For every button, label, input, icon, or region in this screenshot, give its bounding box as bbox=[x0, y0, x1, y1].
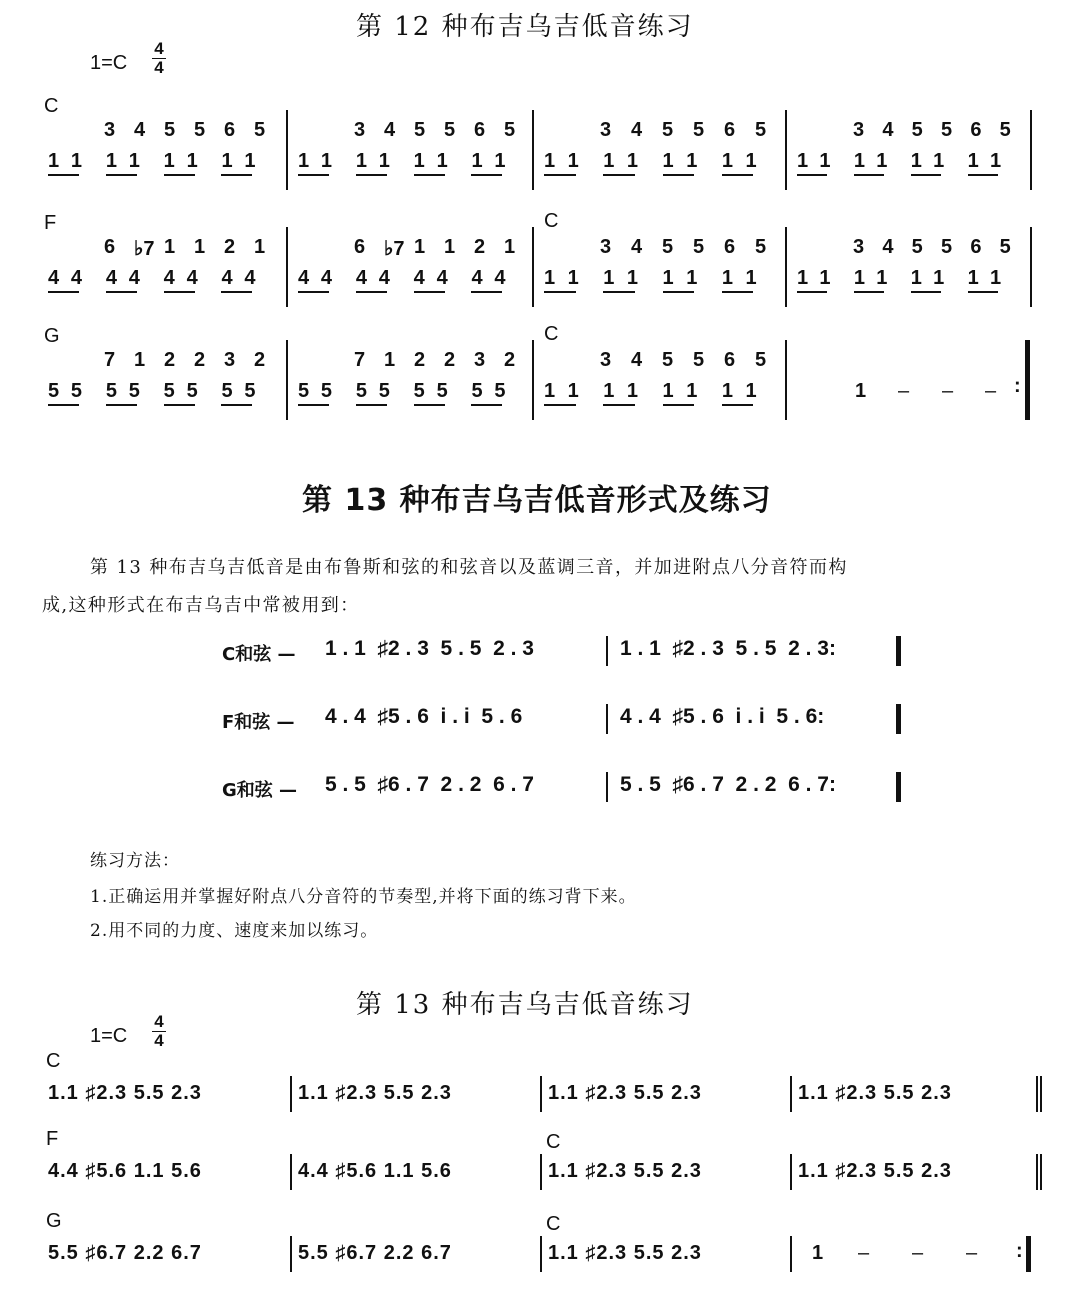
chord-label: G bbox=[46, 1210, 62, 1232]
melody-note: 2 bbox=[224, 236, 236, 258]
bass-note: 1 bbox=[603, 380, 615, 402]
hold-dash: – bbox=[858, 1242, 870, 1264]
melody-note: 3 bbox=[104, 119, 116, 141]
barline bbox=[286, 110, 288, 190]
beam-underline bbox=[968, 291, 998, 293]
bass-note: 1 bbox=[494, 150, 506, 172]
bass-note: 1 bbox=[745, 380, 757, 402]
method-title: 练习方法： bbox=[90, 851, 180, 871]
beam-underline bbox=[414, 291, 445, 293]
bass-note: 1 bbox=[355, 150, 367, 172]
melody-note: 3 bbox=[354, 119, 366, 141]
bass-note: 1 bbox=[990, 150, 1002, 172]
final-barline bbox=[896, 636, 901, 666]
bass-note: 5 bbox=[471, 380, 483, 402]
bass-note: 4 bbox=[244, 267, 256, 289]
beam-underline bbox=[722, 404, 754, 406]
bass-note: 1 bbox=[471, 150, 483, 172]
barline bbox=[606, 772, 608, 802]
final-note: 1 bbox=[812, 1242, 824, 1264]
barline bbox=[290, 1154, 292, 1190]
beam-underline bbox=[106, 174, 137, 176]
melody-note: 2 bbox=[444, 349, 456, 371]
beam-underline bbox=[911, 291, 941, 293]
final-barline bbox=[1025, 340, 1030, 420]
melody-note: 6 bbox=[224, 119, 236, 141]
bass-note: 1 bbox=[910, 267, 922, 289]
bass-note: 1 bbox=[544, 150, 556, 172]
chord-pattern-measure-2: 4 . 4 ♯5 . 6 i . i 5 . 6: bbox=[620, 705, 825, 728]
beam-underline bbox=[854, 174, 884, 176]
bass-note: 5 bbox=[221, 380, 233, 402]
bass-note: 1 bbox=[662, 150, 674, 172]
barline bbox=[1040, 1154, 1042, 1190]
barline bbox=[540, 1236, 542, 1272]
melody-note: 3 bbox=[853, 119, 865, 141]
bass-note: 5 bbox=[355, 380, 367, 402]
bass-note: 4 bbox=[413, 267, 425, 289]
section-12-title: 第 12 种布吉乌吉低音练习 bbox=[356, 12, 694, 42]
beam-underline bbox=[221, 291, 252, 293]
beam-underline bbox=[544, 291, 576, 293]
bass-note: 5 bbox=[436, 380, 448, 402]
beam-underline bbox=[663, 174, 695, 176]
beam-underline bbox=[544, 174, 576, 176]
barline bbox=[1040, 1076, 1042, 1112]
melody-note: 5 bbox=[662, 236, 674, 258]
melody-note: 2 bbox=[414, 349, 426, 371]
barline bbox=[532, 110, 534, 190]
beam-underline bbox=[48, 404, 79, 406]
bass-note: 5 bbox=[105, 380, 117, 402]
hold-dash: – bbox=[985, 380, 997, 402]
hold-dash: – bbox=[942, 380, 954, 402]
melody-note: 6 bbox=[354, 236, 366, 258]
melody-note: 6 bbox=[724, 236, 736, 258]
bass-note: 1 bbox=[819, 150, 831, 172]
section-13-practice-title: 第 13 种布吉乌吉低音练习 bbox=[356, 990, 694, 1020]
bass-measure: 1.1 ♯2.3 5.5 2.3 bbox=[298, 1082, 452, 1104]
bass-measure: 1.1 ♯2.3 5.5 2.3 bbox=[548, 1242, 702, 1264]
bass-measure: 1.1 ♯2.3 5.5 2.3 bbox=[548, 1160, 702, 1182]
melody-note: 6 bbox=[104, 236, 116, 258]
bass-note: 5 bbox=[378, 380, 390, 402]
chord-label: F bbox=[46, 1128, 59, 1150]
melody-note: 5 bbox=[662, 119, 674, 141]
final-barline bbox=[1026, 1236, 1031, 1272]
hold-dash: – bbox=[912, 1242, 924, 1264]
beam-underline bbox=[356, 174, 387, 176]
final-note: 1 bbox=[855, 380, 867, 402]
melody-note: 6 bbox=[724, 349, 736, 371]
bass-note: 1 bbox=[967, 267, 979, 289]
beam-underline bbox=[164, 404, 195, 406]
melody-note: ♭7 bbox=[134, 238, 155, 260]
melody-note: 1 bbox=[194, 236, 206, 258]
bass-note: 1 bbox=[70, 150, 83, 172]
bass-note: 5 bbox=[70, 380, 83, 402]
melody-note: 5 bbox=[755, 119, 767, 141]
barline bbox=[1030, 227, 1032, 307]
bass-measure: 1.1 ♯2.3 5.5 2.3 bbox=[798, 1160, 952, 1182]
bass-note: 4 bbox=[320, 267, 333, 289]
bass-note: 1 bbox=[105, 150, 117, 172]
chord-pattern-label: C和弦 — bbox=[222, 644, 296, 665]
barline bbox=[785, 227, 787, 307]
melody-note: 5 bbox=[194, 119, 206, 141]
melody-note: 6 bbox=[474, 119, 486, 141]
melody-note: ♭7 bbox=[384, 238, 405, 260]
barline bbox=[1036, 1154, 1038, 1190]
beam-underline bbox=[106, 291, 137, 293]
bass-note: 1 bbox=[298, 150, 310, 172]
bass-note: 1 bbox=[567, 150, 579, 172]
melody-note: 7 bbox=[104, 349, 116, 371]
section-13-heading: 第 13 种布吉乌吉低音形式及练习 bbox=[302, 483, 772, 518]
repeat-dots: : bbox=[1014, 375, 1021, 397]
beam-underline bbox=[164, 291, 195, 293]
melody-note: 6 bbox=[724, 119, 736, 141]
bass-note: 1 bbox=[567, 267, 579, 289]
method-item-1: 1.正确运用并掌握好附点八分音符的节奏型,并将下面的练习背下来。 bbox=[90, 887, 637, 907]
final-barline bbox=[896, 772, 901, 802]
bass-note: 1 bbox=[721, 267, 733, 289]
bass-note: 1 bbox=[603, 150, 615, 172]
bass-measure: 4.4 ♯5.6 1.1 5.6 bbox=[298, 1160, 452, 1182]
melody-note: 2 bbox=[194, 349, 206, 371]
bass-note: 1 bbox=[544, 380, 556, 402]
beam-underline bbox=[221, 174, 252, 176]
bass-note: 1 bbox=[686, 150, 698, 172]
bass-note: 5 bbox=[186, 380, 198, 402]
melody-note: 5 bbox=[755, 349, 767, 371]
hold-dash: – bbox=[966, 1242, 978, 1264]
melody-note: 1 bbox=[164, 236, 176, 258]
bass-note: 1 bbox=[686, 380, 698, 402]
melody-note: 3 bbox=[853, 236, 865, 258]
beam-underline bbox=[603, 174, 635, 176]
beam-underline bbox=[471, 291, 502, 293]
time-signature bbox=[152, 40, 166, 77]
bass-note: 4 bbox=[355, 267, 367, 289]
chord-label-second: C bbox=[544, 323, 559, 345]
melody-note: 4 bbox=[631, 236, 643, 258]
melody-note: 5 bbox=[911, 236, 923, 258]
beam-underline bbox=[603, 291, 635, 293]
beam-underline bbox=[663, 291, 695, 293]
bass-note: 1 bbox=[853, 267, 865, 289]
bass-note: 5 bbox=[128, 380, 140, 402]
melody-note: 2 bbox=[164, 349, 176, 371]
beam-underline bbox=[298, 291, 329, 293]
beam-underline bbox=[106, 404, 137, 406]
melody-note: 4 bbox=[882, 119, 894, 141]
bass-note: 5 bbox=[298, 380, 310, 402]
beam-underline bbox=[471, 404, 502, 406]
bass-note: 5 bbox=[320, 380, 333, 402]
melody-note: 1 bbox=[384, 349, 396, 371]
beam-underline bbox=[48, 291, 79, 293]
melody-note: 6 bbox=[970, 236, 982, 258]
melody-note: 4 bbox=[631, 119, 643, 141]
bass-note: 1 bbox=[320, 150, 333, 172]
barline bbox=[290, 1076, 292, 1112]
melody-note: 5 bbox=[941, 119, 953, 141]
barline bbox=[290, 1236, 292, 1272]
bass-note: 1 bbox=[797, 267, 809, 289]
bass-measure: 4.4 ♯5.6 1.1 5.6 bbox=[48, 1160, 202, 1182]
barline bbox=[1030, 110, 1032, 190]
melody-note: 2 bbox=[254, 349, 266, 371]
melody-note: 5 bbox=[254, 119, 266, 141]
bass-measure: 5.5 ♯6.7 2.2 6.7 bbox=[48, 1242, 202, 1264]
bass-note: 1 bbox=[48, 150, 60, 172]
bass-note: 1 bbox=[626, 267, 639, 289]
bass-measure: 5.5 ♯6.7 2.2 6.7 bbox=[298, 1242, 452, 1264]
bass-measure: 1.1 ♯2.3 5.5 2.3 bbox=[48, 1082, 202, 1104]
barline bbox=[785, 110, 787, 190]
bass-note: 1 bbox=[244, 150, 256, 172]
bass-note: 4 bbox=[494, 267, 506, 289]
chord-label: C bbox=[44, 95, 59, 117]
beam-underline bbox=[298, 174, 329, 176]
bass-measure: 1.1 ♯2.3 5.5 2.3 bbox=[798, 1082, 952, 1104]
bass-note: 1 bbox=[163, 150, 175, 172]
bass-note: 1 bbox=[378, 150, 390, 172]
beam-underline bbox=[911, 174, 941, 176]
melody-note: 3 bbox=[600, 349, 612, 371]
chord-pattern-measure-2: 5 . 5 ♯6 . 7 2 . 2 6 . 7: bbox=[620, 773, 836, 796]
intro-paragraph bbox=[42, 549, 1050, 625]
barline bbox=[532, 227, 534, 307]
bass-note: 1 bbox=[413, 150, 425, 172]
bass-note: 4 bbox=[471, 267, 483, 289]
bass-note: 4 bbox=[221, 267, 233, 289]
chord-label: G bbox=[44, 325, 60, 347]
time-bottom: 4 bbox=[152, 58, 166, 77]
beam-underline bbox=[356, 291, 387, 293]
repeat-dots: : bbox=[1016, 1240, 1023, 1262]
barline bbox=[286, 227, 288, 307]
bass-note: 1 bbox=[745, 150, 757, 172]
bass-note: 1 bbox=[626, 150, 639, 172]
time-top: 4 bbox=[154, 39, 164, 58]
practice-key-signature: 1=C bbox=[90, 1025, 128, 1047]
chord-label-second: C bbox=[546, 1131, 561, 1153]
bass-note: 1 bbox=[797, 150, 809, 172]
beam-underline bbox=[414, 174, 445, 176]
bass-note: 4 bbox=[128, 267, 140, 289]
beam-underline bbox=[544, 404, 576, 406]
bass-note: 1 bbox=[221, 150, 233, 172]
melody-note: 1 bbox=[504, 236, 516, 258]
melody-note: 5 bbox=[999, 236, 1011, 258]
melody-note: 5 bbox=[911, 119, 923, 141]
barline bbox=[532, 340, 534, 420]
barline bbox=[790, 1236, 792, 1272]
bass-note: 4 bbox=[48, 267, 60, 289]
chord-pattern-measure-1: 1 . 1 ♯2 . 3 5 . 5 2 . 3 bbox=[325, 637, 534, 660]
beam-underline bbox=[722, 291, 754, 293]
bass-note: 1 bbox=[128, 150, 140, 172]
beam-underline bbox=[797, 291, 827, 293]
bass-note: 1 bbox=[990, 267, 1002, 289]
bass-note: 1 bbox=[544, 267, 556, 289]
bass-note: 1 bbox=[662, 267, 674, 289]
chord-label: C bbox=[46, 1050, 61, 1072]
barline bbox=[1036, 1076, 1038, 1112]
beam-underline bbox=[164, 174, 195, 176]
melody-note: 3 bbox=[600, 236, 612, 258]
beam-underline bbox=[221, 404, 252, 406]
bass-note: 4 bbox=[436, 267, 448, 289]
practice-time-signature bbox=[152, 1013, 166, 1050]
bass-note: 5 bbox=[413, 380, 425, 402]
melody-note: 5 bbox=[693, 236, 705, 258]
melody-note: 5 bbox=[662, 349, 674, 371]
beam-underline bbox=[414, 404, 445, 406]
paragraph-line-1: 第 13 种布吉乌吉低音是由布鲁斯和弦的和弦音以及蓝调三音，并加进附点八分音符而构 bbox=[90, 557, 848, 578]
beam-underline bbox=[854, 291, 884, 293]
barline bbox=[540, 1076, 542, 1112]
paragraph-line-2: 成,这种形式在布吉乌吉中常被用到： bbox=[42, 595, 360, 616]
bass-note: 1 bbox=[436, 150, 448, 172]
beam-underline bbox=[356, 404, 387, 406]
chord-pattern-measure-1: 4 . 4 ♯5 . 6 i . i 5 . 6 bbox=[325, 705, 523, 728]
bass-note: 4 bbox=[298, 267, 310, 289]
bass-note: 1 bbox=[567, 380, 579, 402]
chord-pattern-measure-2: 1 . 1 ♯2 . 3 5 . 5 2 . 3: bbox=[620, 637, 836, 660]
bass-note: 1 bbox=[967, 150, 979, 172]
barline bbox=[286, 340, 288, 420]
hold-dash: – bbox=[898, 380, 910, 402]
bass-note: 1 bbox=[721, 380, 733, 402]
bass-note: 1 bbox=[910, 150, 922, 172]
melody-note: 6 bbox=[970, 119, 982, 141]
beam-underline bbox=[298, 404, 329, 406]
bass-note: 1 bbox=[186, 150, 198, 172]
bass-measure: 1.1 ♯2.3 5.5 2.3 bbox=[548, 1082, 702, 1104]
melody-note: 5 bbox=[693, 349, 705, 371]
method-item-2: 2.用不同的力度、速度来加以练习。 bbox=[90, 921, 379, 941]
barline bbox=[785, 340, 787, 420]
melody-note: 5 bbox=[414, 119, 426, 141]
melody-note: 1 bbox=[254, 236, 266, 258]
bass-note: 4 bbox=[186, 267, 198, 289]
melody-note: 4 bbox=[882, 236, 894, 258]
bass-note: 1 bbox=[721, 150, 733, 172]
bass-note: 4 bbox=[70, 267, 83, 289]
bass-note: 4 bbox=[163, 267, 175, 289]
bass-note: 4 bbox=[105, 267, 117, 289]
beam-underline bbox=[48, 174, 79, 176]
melody-note: 5 bbox=[504, 119, 516, 141]
barline bbox=[790, 1154, 792, 1190]
bass-note: 1 bbox=[819, 267, 831, 289]
bass-note: 5 bbox=[163, 380, 175, 402]
melody-note: 1 bbox=[414, 236, 426, 258]
melody-note: 2 bbox=[504, 349, 516, 371]
melody-note: 3 bbox=[600, 119, 612, 141]
bass-note: 1 bbox=[662, 380, 674, 402]
beam-underline bbox=[722, 174, 754, 176]
practice-time-bottom: 4 bbox=[152, 1031, 166, 1050]
melody-note: 7 bbox=[354, 349, 366, 371]
chord-pattern-label: G和弦 — bbox=[222, 780, 298, 801]
barline bbox=[790, 1076, 792, 1112]
bass-note: 1 bbox=[933, 267, 945, 289]
melody-note: 1 bbox=[444, 236, 456, 258]
chord-label-second: C bbox=[546, 1213, 561, 1235]
bass-note: 1 bbox=[876, 150, 888, 172]
bass-note: 1 bbox=[603, 267, 615, 289]
bass-note: 1 bbox=[876, 267, 888, 289]
chord-pattern-measure-1: 5 . 5 ♯6 . 7 2 . 2 6 . 7 bbox=[325, 773, 534, 796]
melody-note: 2 bbox=[474, 236, 486, 258]
chord-pattern-label: F和弦 — bbox=[222, 712, 295, 733]
beam-underline bbox=[663, 404, 695, 406]
practice-time-top: 4 bbox=[154, 1012, 164, 1031]
chord-label: F bbox=[44, 212, 57, 234]
melody-note: 5 bbox=[999, 119, 1011, 141]
final-barline bbox=[896, 704, 901, 734]
beam-underline bbox=[603, 404, 635, 406]
melody-note: 4 bbox=[134, 119, 146, 141]
melody-note: 5 bbox=[941, 236, 953, 258]
bass-note: 5 bbox=[48, 380, 60, 402]
bass-note: 1 bbox=[626, 380, 639, 402]
melody-note: 4 bbox=[631, 349, 643, 371]
melody-note: 1 bbox=[134, 349, 146, 371]
beam-underline bbox=[968, 174, 998, 176]
bass-note: 5 bbox=[494, 380, 506, 402]
bass-note: 1 bbox=[745, 267, 757, 289]
bass-note: 1 bbox=[933, 150, 945, 172]
beam-underline bbox=[797, 174, 827, 176]
bass-note: 1 bbox=[686, 267, 698, 289]
barline bbox=[606, 636, 608, 666]
bass-note: 1 bbox=[853, 150, 865, 172]
melody-note: 3 bbox=[474, 349, 486, 371]
melody-note: 5 bbox=[755, 236, 767, 258]
melody-note: 5 bbox=[693, 119, 705, 141]
chord-label-second: C bbox=[544, 210, 559, 232]
barline bbox=[606, 704, 608, 734]
bass-note: 5 bbox=[244, 380, 256, 402]
melody-note: 4 bbox=[384, 119, 396, 141]
melody-note: 5 bbox=[164, 119, 176, 141]
key-signature: 1=C bbox=[90, 52, 128, 74]
melody-note: 3 bbox=[224, 349, 236, 371]
beam-underline bbox=[471, 174, 502, 176]
barline bbox=[540, 1154, 542, 1190]
bass-note: 4 bbox=[378, 267, 390, 289]
melody-note: 5 bbox=[444, 119, 456, 141]
